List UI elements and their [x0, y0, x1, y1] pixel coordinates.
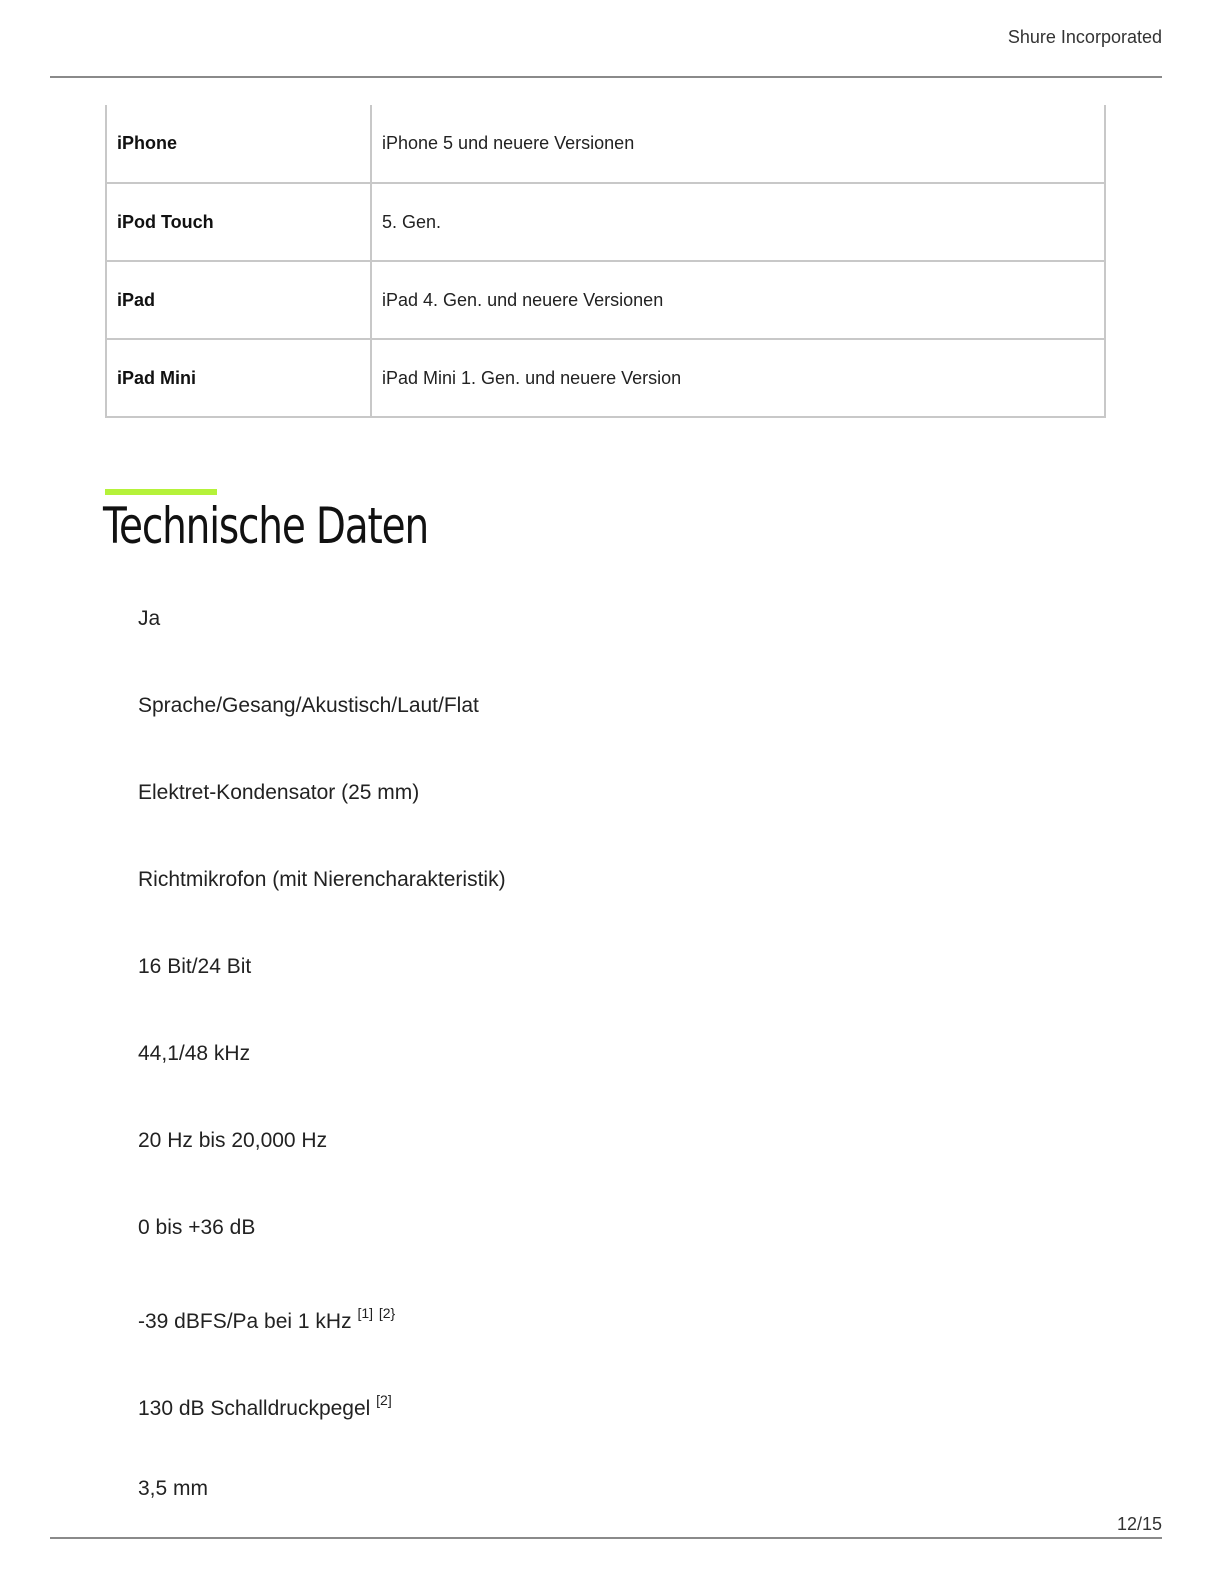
spec-value: 0 bis +36 dB — [138, 1216, 256, 1239]
spec-item — [138, 1474, 506, 1561]
spec-value: Richtmikrofon (mit Nierencharakteristik) — [138, 868, 506, 891]
spec-item — [138, 778, 506, 865]
version-cell: iPhone 5 und neuere Versionen — [371, 105, 1105, 183]
compatibility-table — [105, 105, 1106, 418]
header-divider — [50, 76, 1162, 78]
page-number: 12/15 — [1116, 1514, 1162, 1534]
spec-list — [138, 604, 506, 1561]
table-row — [106, 339, 1105, 417]
footnote-ref[interactable]: [1] — [357, 1305, 374, 1321]
device-cell: iPad — [106, 261, 371, 339]
device-cell: iPad Mini — [106, 339, 371, 417]
spec-item — [138, 865, 506, 952]
device-cell: iPhone — [106, 105, 371, 183]
spec-item — [138, 691, 506, 778]
spec-item — [138, 1213, 506, 1300]
spec-value: -39 dBFS/Pa bei 1 kHz — [138, 1310, 352, 1333]
spec-item — [138, 1387, 506, 1474]
table-row — [106, 105, 1105, 183]
spec-item — [138, 1300, 506, 1387]
spec-item — [138, 1039, 506, 1126]
section-title: Technische Daten — [103, 497, 428, 555]
spec-item — [138, 604, 506, 691]
spec-value: 16 Bit/24 Bit — [138, 955, 252, 978]
version-cell: 5. Gen. — [371, 183, 1105, 261]
header-company-name: Shure Incorporated — [1007, 27, 1162, 47]
table-row — [106, 261, 1105, 339]
spec-value: 3,5 mm — [138, 1477, 209, 1500]
section-accent-bar — [105, 489, 217, 495]
version-cell: iPad Mini 1. Gen. und neuere Version — [371, 339, 1105, 417]
spec-value: Ja — [138, 607, 161, 630]
spec-value: 130 dB Schalldruckpegel — [138, 1397, 371, 1420]
spec-value: 44,1/48 kHz — [138, 1042, 251, 1065]
version-cell: iPad 4. Gen. und neuere Versionen — [371, 261, 1105, 339]
spec-value: Sprache/Gesang/Akustisch/Laut/Flat — [138, 694, 479, 717]
spec-item — [138, 952, 506, 1039]
table-row — [106, 183, 1105, 261]
footer-divider — [50, 1537, 1162, 1539]
spec-value: 20 Hz bis 20,000 Hz — [138, 1129, 328, 1152]
spec-value: Elektret-Kondensator (25 mm) — [138, 781, 420, 804]
footnote-ref[interactable]: [2] — [376, 1392, 392, 1408]
footnote-ref[interactable]: [2} — [378, 1305, 396, 1321]
device-cell: iPod Touch — [106, 183, 371, 261]
spec-item — [138, 1126, 506, 1213]
